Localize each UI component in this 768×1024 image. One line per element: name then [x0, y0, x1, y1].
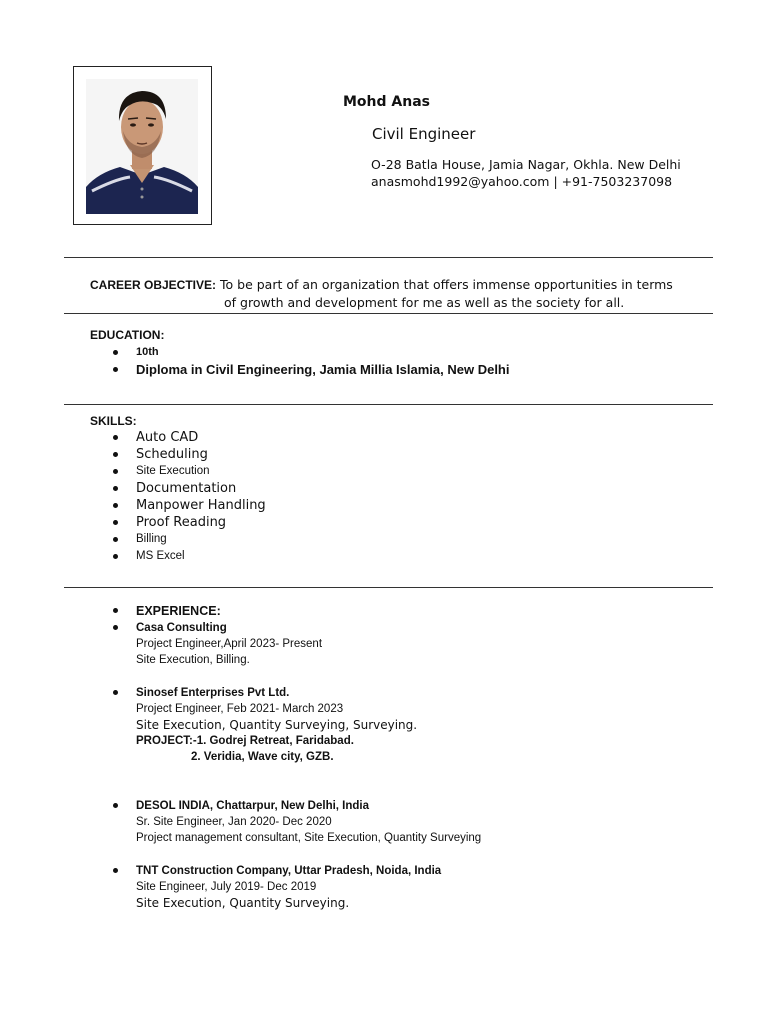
career-objective-text-1: To be part of an organization that offers immense opportunities in terms: [220, 277, 673, 292]
education-item: Diploma in Civil Engineering, Jamia Millia Islamia, New Delhi: [90, 361, 510, 378]
skill-item: Documentation: [90, 480, 266, 497]
career-objective: [90, 276, 690, 312]
experience-job: [90, 863, 441, 911]
divider: [64, 257, 713, 258]
job-project: PROJECT:-1. Godrej Retreat, Faridabad.: [136, 735, 354, 747]
job-role: Sr. Site Engineer, Jan 2020- Dec 2020: [136, 816, 332, 828]
divider: [64, 313, 713, 314]
profile-photo: [86, 79, 198, 214]
job-role: Project Engineer, Feb 2021- March 2023: [136, 703, 344, 715]
skill-item: Proof Reading: [90, 514, 266, 531]
skill-item: MS Excel: [90, 548, 266, 565]
profile-photo-frame: [73, 66, 212, 225]
job-duties: Site Execution, Billing.: [136, 654, 250, 666]
career-objective-label: CAREER OBJECTIVE:: [90, 278, 217, 292]
job-duties: Site Execution, Quantity Surveying, Surveying.: [136, 718, 418, 732]
contact-block: [371, 156, 681, 190]
career-objective-text-2: of growth and development for me as well as the society for all.: [224, 295, 625, 310]
candidate-name: Mohd Anas: [343, 94, 430, 110]
skill-item: Site Execution: [90, 463, 266, 480]
job-company: Casa Consulting: [90, 620, 322, 636]
skills-heading: SKILLS:: [90, 414, 137, 428]
experience-heading-block: [90, 603, 221, 619]
education-heading: EDUCATION:: [90, 328, 165, 342]
skill-item: Billing: [90, 531, 266, 548]
address: O-28 Batla House, Jamia Nagar, Okhla. New Delhi: [371, 157, 681, 172]
job-project: 2. Veridia, Wave city, GZB.: [191, 751, 334, 763]
skill-item: Scheduling: [90, 446, 266, 463]
divider: [64, 404, 713, 405]
skills-list: [90, 429, 266, 565]
job-duties: Site Execution, Quantity Surveying.: [136, 896, 350, 910]
job-company: DESOL INDIA, Chattarpur, New Delhi, India: [90, 798, 481, 814]
job-duties: Project management consultant, Site Execution, Quantity Surveying: [136, 832, 482, 844]
job-role: Site Engineer, July 2019- Dec 2019: [136, 881, 317, 893]
email-phone: anasmohd1992@yahoo.com | +91-7503237098: [371, 174, 673, 189]
experience-heading: EXPERIENCE:: [90, 603, 221, 619]
education-list: [90, 344, 510, 378]
experience-job: [90, 620, 322, 668]
experience-job: [90, 798, 481, 846]
skill-item: Manpower Handling: [90, 497, 266, 514]
divider: [64, 587, 713, 588]
job-company: TNT Construction Company, Uttar Pradesh, Noida, India: [90, 863, 441, 879]
experience-job: [90, 685, 417, 765]
job-role: Project Engineer,April 2023- Present: [136, 638, 323, 650]
job-title: Civil Engineer: [372, 125, 476, 143]
education-item: 10th: [90, 344, 510, 361]
skill-item: Auto CAD: [90, 429, 266, 446]
job-company: Sinosef Enterprises Pvt Ltd.: [90, 685, 417, 701]
